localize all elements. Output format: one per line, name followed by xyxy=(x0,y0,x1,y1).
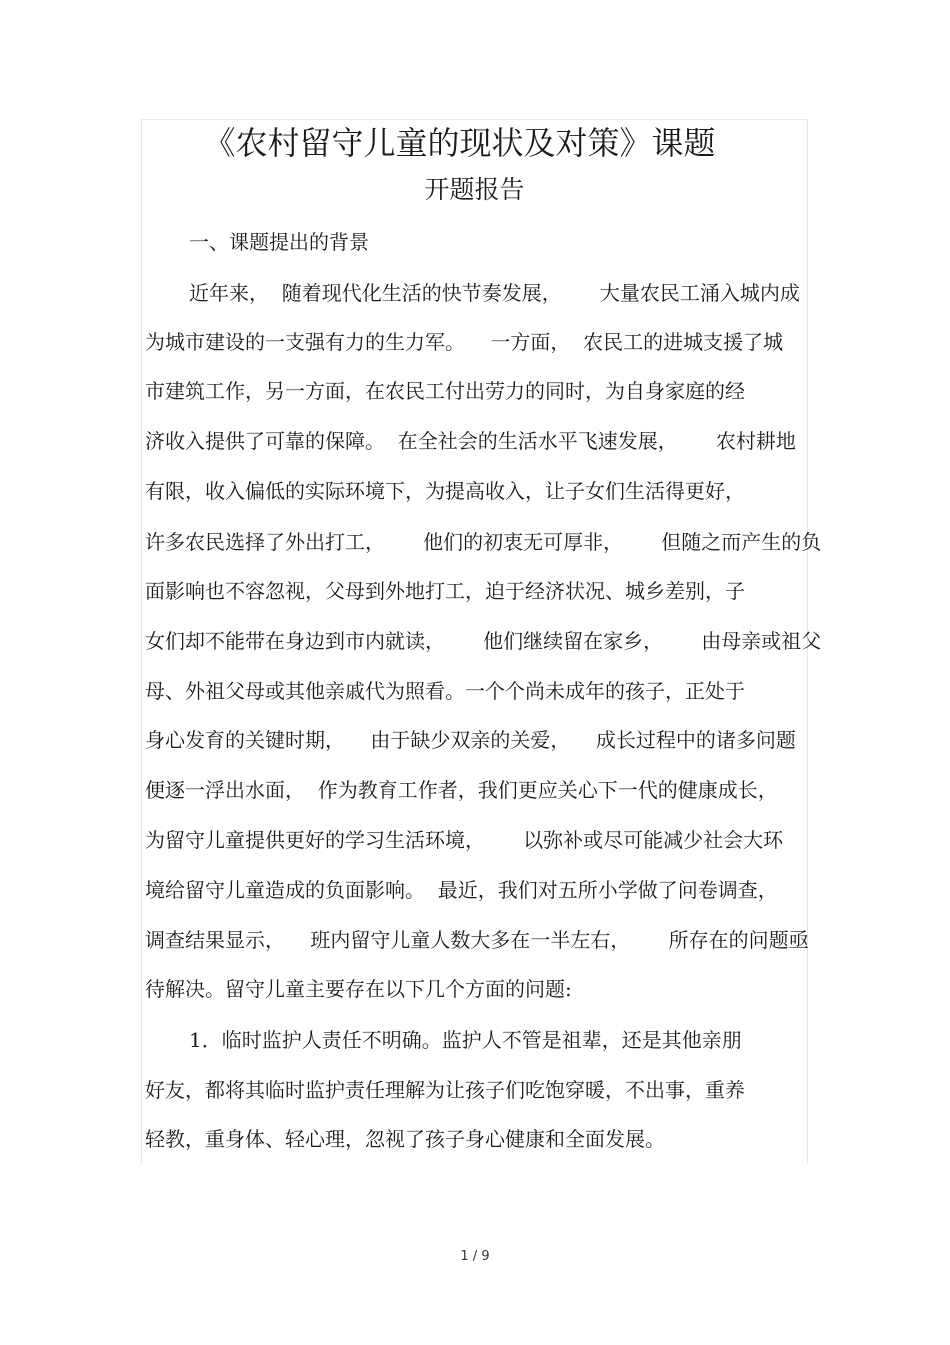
paragraph-line: 近年来， 随着现代化生活的快节奏发展， 大量农民工涌入城内成 xyxy=(189,281,800,305)
list-item-1: 1．临时监护人责任不明确。监护人不管是祖辈，还是其他亲朋 xyxy=(189,1028,742,1052)
paragraph-line: 济收入提供了可靠的保障。 在全社会的生活水平飞速发展， 农村耕地 xyxy=(145,429,796,453)
document-title: 《农村留守儿童的现状及对策》课题 xyxy=(203,124,716,162)
paragraph-line: 好友，都将其临时监护责任理解为让孩子们吃饱穿暖，不出事，重养 xyxy=(145,1078,745,1102)
paragraph-line: 境给留守儿童造成的负面影响。 最近，我们对五所小学做了问卷调查， xyxy=(145,878,778,902)
paragraph-line: 轻教，重身体、轻心理，忽视了孩子身心健康和全面发展。 xyxy=(145,1127,665,1151)
document-subtitle: 开题报告 xyxy=(424,175,525,204)
paragraph-line: 身心发育的关键时期， 由于缺少双亲的关爱， 成长过程中的诸多问题 xyxy=(145,728,796,752)
paragraph-line: 为留守儿童提供更好的学习生活环境， 以弥补或尽可能减少社会大环 xyxy=(145,828,784,852)
paragraph-line: 面影响也不容忽视，父母到外地打工，迫于经济状况、城乡差别，子 xyxy=(145,579,745,603)
paragraph-line: 母、外祖父母或其他亲戚代为照看。一个个尚未成年的孩子，正处于 xyxy=(145,679,745,703)
paragraph-line: 为城市建设的一支强有力的生力军。 一方面， 农民工的进城支援了城 xyxy=(145,330,784,354)
paragraph-line: 女们却不能带在身边到市内就读， 他们继续留在家乡， 由母亲或祖父 xyxy=(145,629,822,653)
paragraph-line: 市建筑工作，另一方面，在农民工付出劳力的同时，为自身家庭的经 xyxy=(145,379,745,403)
page-number: 1 / 9 xyxy=(460,1249,490,1264)
paragraph-line: 许多农民选择了外出打工， 他们的初衷无可厚非， 但随之而产生的负 xyxy=(145,530,822,554)
paragraph-line: 调查结果显示， 班内留守儿童人数大多在一半左右， 所存在的问题亟 xyxy=(145,928,809,952)
paragraph-line: 待解决。留守儿童主要存在以下几个方面的问题: xyxy=(145,977,572,1001)
paragraph-line: 有限，收入偏低的实际环境下，为提高收入，让子女们生活得更好， xyxy=(145,479,745,503)
paragraph-line: 便逐一浮出水面， 作为教育工作者，我们更应关心下一代的健康成长， xyxy=(145,778,778,802)
section-heading: 一、课题提出的背景 xyxy=(189,230,369,254)
